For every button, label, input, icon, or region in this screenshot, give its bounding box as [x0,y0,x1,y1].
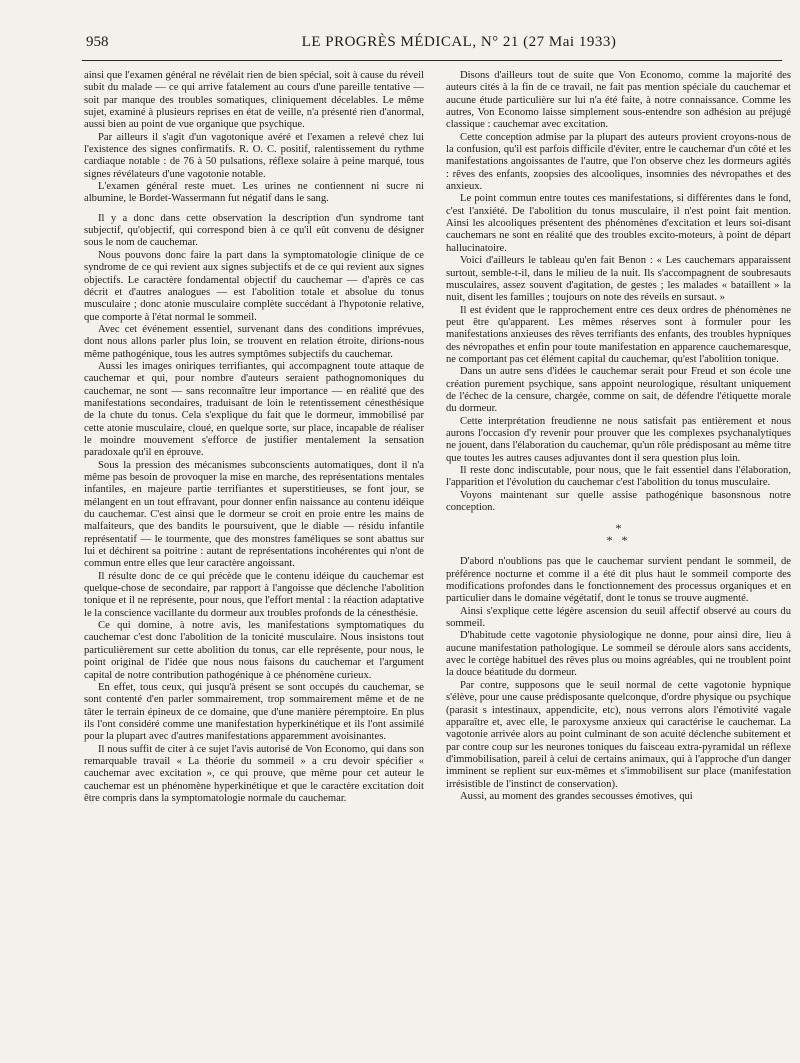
right-column [446,70,791,803]
section-separator [446,522,791,546]
paragraph: D'abord n'oublions pas que le cauchemar survient pendant le sommeil, de préférence nocturne et comme il a été dit plus haut le sommeil comporte des modifications profondes dans le fonctionnement des processus organiques et en particulier dans le domaine végétatif, dont le tonus se trouve augmenté. [446,556,791,605]
paragraph: ainsi que l'examen général ne révélait rien de bien spécial, soit à cause du réveil subit du malade — ce qui arrive fatalement au cours d'une pareille tentative — soit par manque des troubles somatiques, cliniquement décelables. Le même sujet, examiné à plusieurs reprises en état de veille, n'a présenté rien d'anormal, aussi bien au point de vue organique que psychique. [84,70,424,131]
paragraph: Avec cet événement essentiel, survenant dans des conditions imprévues, dont nous allons parler plus loin, se trouvent en relation étroite, dirions-nous même pathogénique, tous les autres symptômes subjectifs du cauchemar. [84,323,424,360]
paragraph: Dans un autre sens d'idées le cauchemar serait pour Freud et son école une création purement psychique, sans appoint neurologique, résultant uniquement de l'échec de la censure, chargée, comme on sait, de défendre l'étiquette morale du dormeur. [446,366,791,415]
paragraph: Nous pouvons donc faire la part dans la symptomatologie clinique de ce syndrome de ce qui revient aux signes subjectifs et de ce qui revient aux signes objectifs. Le caractère fondamental objectif du cauchemar — d'après ce cas décrit et d'autres analogues — est l'abolition totale et absolue du tonus musculaire ; donc atonie musculaire complète succédant à l'hypotonie relative, que comporte à l'état normal le sommeil. [84,249,424,323]
paragraph: Il reste donc indiscutable, pour nous, que le fait essentiel dans l'élaboration, l'apparition et l'évolution du cauchemar c'est l'abolition du tonus musculaire. [446,465,791,489]
left-column [84,70,424,805]
paragraph: Par contre, supposons que le seuil normal de cette vagotonie hypnique s'élève, pour une cause prédisposante quelconque, d'ordre physique ou psychique (parasit s intestinaux, appendicite, etc), nous verrons alors l'émotivité vagale apparaître et, avec elle, le paroxysme anxieux qui caractérise le cauchemar. La vagotonie arrivée alors au point culminant de son acuité déclenche subitement et par contre coup sur les neurones toniques du faisceau extra-pyramidal un réflexe d'immobilisation, pareil à celui de certains animaux, qui à l'approche d'un danger imminent se replient sur eux-mêmes et s'immobilisent sur place (manifestation irrésistible de l'instinct de conservation). [446,679,791,790]
paragraph: D'habitude cette vagotonie physiologique ne donne, pour ainsi dire, lieu à aucune manifestation pathologique. Le sommeil se déroule alors sans accidents, avec le cortège habituel des rêves plus ou moins agréables, qui ne troublent point la douce béatitude du dormeur. [446,630,791,679]
paragraph: Il y a donc dans cette observation la description d'un syndrome tant subjectif, qu'objectif, qui correspond bien à ce qu'il eût convenu de désigner sous le nom de cauchemar. [84,212,424,249]
paragraph: Ainsi s'explique cette légère ascension du seuil affectif observé au cours du sommeil. [446,605,791,630]
paragraph: Disons d'ailleurs tout de suite que Von Economo, comme la majorité des auteurs cités à la fin de ce travail, ne fait pas mention spéciale du cauchemar et aucune étude particulière sur lui n'a été faite, à notre connaissance. Comme les autres, Von Economo laisse simplement sous-entendre son adhésion au préjugé classique : cauchemar avec excitation. [446,70,791,131]
paragraph: Cette conception admise par la plupart des auteurs provient croyons-nous de la confusion, qu'il est parfois difficile d'éviter, entre le cauchemar d'un côté et les manifestations angoissantes de l'autre, que l'on observe chez les dormeurs agités : rêves des enfants, zoopsies des alcooliques, insomnies des névropathes et des anxieux. [446,131,791,193]
paragraph: Sous la pression des mécanismes subconscients automatiques, dont il n'a même pas besoin de provoquer la mise en marche, des représentations mentales infantiles, en majeure partie terrifiantes et superstitieuses, se font jour, se mélangent en un tout effravant, pour donner enfin naissance au contenu idéique du cauchemar. C'est ainsi que le dormeur se croit en proie entre les mains de malfaiteurs, que des bandits le poursuivent, que le diable — résidu infantile représentatif — le tourmente, que des monstres faméliques se sont abattus sur lui et déchirent sa poitrine : autant de représentations incohérentes qui n'ont de commun entre elles que leur caractère angoissant. [84,459,424,570]
page-number: 958 [86,34,109,50]
paragraph: L'examen général reste muet. Les urines ne contiennent ni sucre ni albumine, le Bordet-Wassermann fut négatif dans le sang. [84,181,424,205]
paragraph: Voyons maintenant sur quelle assise pathogénique basonsnous notre conception. [446,489,791,514]
paragraph: Ce qui domine, à notre avis, les manifestations symptomatiques du cauchemar c'est donc l'abolition de la tonicité musculaire. Nous insistons tout particulièrement sur cette abolition du tonus, car elle représente, pour nous, le point original de l'idée que nous nous faisons du cauchemar et l'argument capital de notre contribution pathogénique à ce phénomène curieux. [84,620,424,681]
header-rule [82,60,782,61]
separator-star-bottom: * * [606,533,631,548]
paragraph: Le point commun entre toutes ces manifestations, si différentes dans le fond, c'est l'anxiété. De l'abolition du tonus musculaire, il n'est point fait mention. Ainsi les alcooliques présentent des phénomènes d'excitation et leurs soi-disant cauchemars ne sont en réalité que des troubles excito-moteurs, à point de départ hallucinatoire. [446,193,791,254]
paragraph: Il est évident que le rapprochement entre ces deux ordres de phénomènes ne peut être qu'apparent. Les mêmes réserves sont à formuler pour les manifestations anxieuses des rêves terrifiants des enfants, des troubles hypniques des névropathes et enfin pour toute manifestation en apparence cauchemaresque, ne comportant pas cet élément capital du cauchemar, qu'est l'abolition tonique. [446,304,791,365]
paragraph: Il résulte donc de ce qui précède que le contenu idéique du cauchemar est quelque-chose de secondaire, par rapport à l'angoisse que déclenche l'abolition tonique et il ne représente, pour nous, que l'effort mental : la réaction adaptative le la conscience vacillante du dormeur aux troubles profonds de la cénesthésie. [84,570,424,619]
running-header [86,34,772,56]
paragraph: Cette interprétation freudienne ne nous satisfait pas entièrement et nous aurons l'occasion d'y revenir pour prouver que les complexes psychanalytiques ne jouent, dans l'élaboration du cauchemar, qu'un rôle prédisposant au même titre que toutes les autres causes adjuvantes dont il sera question plus loin. [446,415,791,464]
paragraph: Aussi les images oniriques terrifiantes, qui accompagnent toute attaque de cauchemar et qui, pour nombre d'auteurs seraient pathognomoniques du cauchemar, ne sont — sans reconnaître leur importance — en réalité que des manifestations secondaires, traduisant de loin le retentissement cénesthésique de la chute du tonus. Cela s'explique du fait que le dormeur, immobilisé par cette atonie musculaire, cloué, en quelque sorte, sur place, incapable de réaliser le moindre mouvement s'efforce de justifier mentalement la sensation paradoxale qu'il en éprouve. [84,360,424,459]
journal-title: LE PROGRÈS MÉDICAL, N° 21 (27 Mai 1933) [301,34,617,50]
separator-star-top: * [615,521,622,536]
paragraph: Il nous suffit de citer à ce sujet l'avis autorisé de Von Economo, qui dans son remarquable travail « La théorie du sommeil » a cru devoir spécifier « cauchemar avec excitation », ce qui prouve, que même pour cet auteur le cauchemar est un phénomène hyperkinétique et que le caractère excitation doit être compris dans la symptomatologie normale du cauchemar. [84,743,424,804]
paragraph: Par ailleurs il s'agit d'un vagotonique avéré et l'examen a relevé chez lui l'existence des signes confirmatifs. R. O. C. positif, ralentissement du rythme cardiaque notable : de 76 à 50 pulsations, réflexe solaire à peine marqué, tous signes révélateurs d'une vagotonie notable. [84,131,424,180]
paragraph: En effet, tous ceux, qui jusqu'à présent se sont occupés du cauchemar, se sont contenté d'en parler sommairement, trop sommairement même et de ne tâter le terrain épineux de ce domaine, que d'une manière péremptoire. En plus ils l'ont considéré comme une manifestation hyperkinétique et ils l'ont assimilé pour la plupart avec d'autres manifestations apparemment avoisinantes. [84,681,424,743]
paragraph: Voici d'ailleurs le tableau qu'en fait Benon : « Les cauchemars apparaissent surtout, semble-t-il, dans le milieu de la nuit. Ils s'accompagnent de soubresauts musculaires, assez souvent d'agitation, de gestes ; les malades « bataillent » la nuit, disent les familles ; toujours on note des réveils en sursaut. » [446,255,791,304]
paragraph: Aussi, au moment des grandes secousses émotives, qui [460,790,693,802]
